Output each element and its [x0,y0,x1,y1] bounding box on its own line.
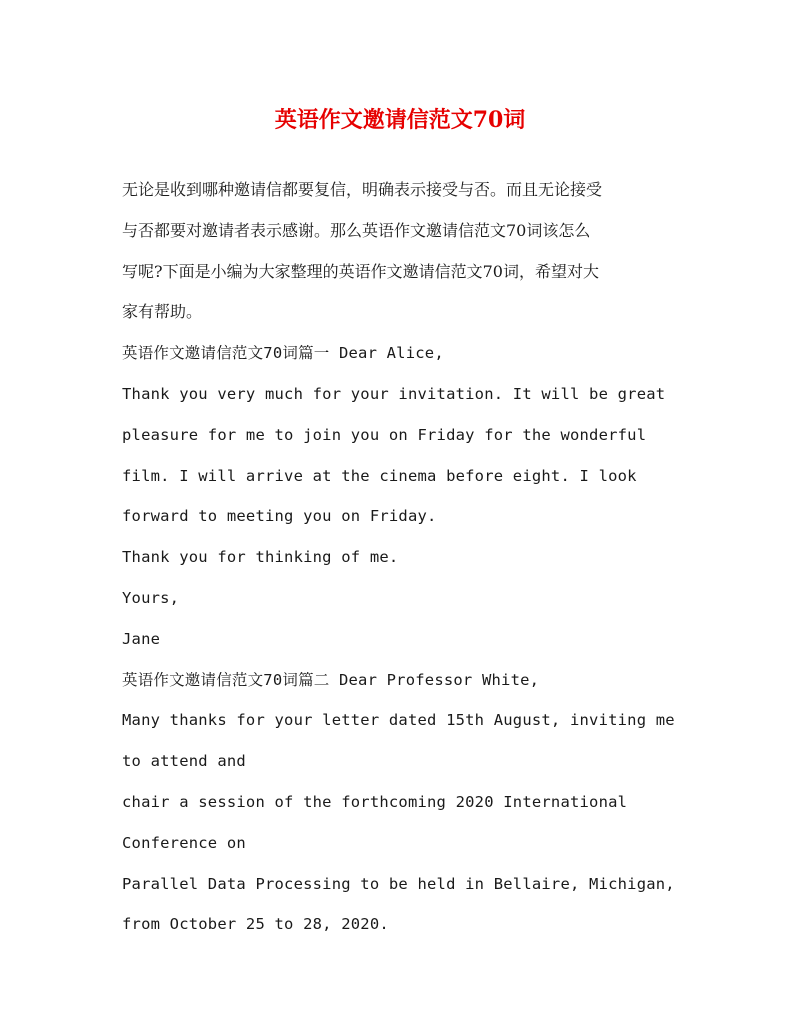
section-heading-letter-one: 英语作文邀请信范文70词篇一 Dear Alice, [122,344,444,363]
body-line: from October 25 to 28, 2020. [122,915,389,934]
body-line: Thank you for thinking of me. [122,548,399,567]
body-line: film. I will arrive at the cinema before eight. I look [122,466,637,485]
body-line: Conference on [122,833,246,852]
document-body [122,174,682,949]
section-heading-letter-two: 英语作文邀请信范文70词篇二 Dear Professor White, [122,670,540,689]
body-line: chair a session of the forthcoming 2020 International [122,792,628,811]
document-title: 英语作文邀请信范文70词 [274,107,526,133]
body-line: 家有帮助。 [122,302,203,322]
body-line: 写呢?下面是小编为大家整理的英语作文邀请信范文70词，希望对大 [122,261,599,281]
body-line: Parallel Data Processing to be held in Bellaire, Michigan, [122,874,675,893]
letter-closing: Yours, [122,588,180,607]
body-line: Many thanks for your letter dated 15th August, inviting me [122,711,675,730]
body-line: Thank you very much for your invitation. It will be great [122,384,666,403]
body-line: pleasure for me to join you on Friday for the wonderful [122,425,647,444]
body-line: to attend and [122,752,246,771]
body-line: 无论是收到哪种邀请信都要复信，明确表示接受与否。而且无论接受 [122,180,603,199]
letter-signature: Jane [122,629,161,648]
body-line: forward to meeting you on Friday. [122,507,437,526]
body-line: 与否都要对邀请者表示感谢。那么英语作文邀请信范文70词该怎么 [122,220,591,240]
